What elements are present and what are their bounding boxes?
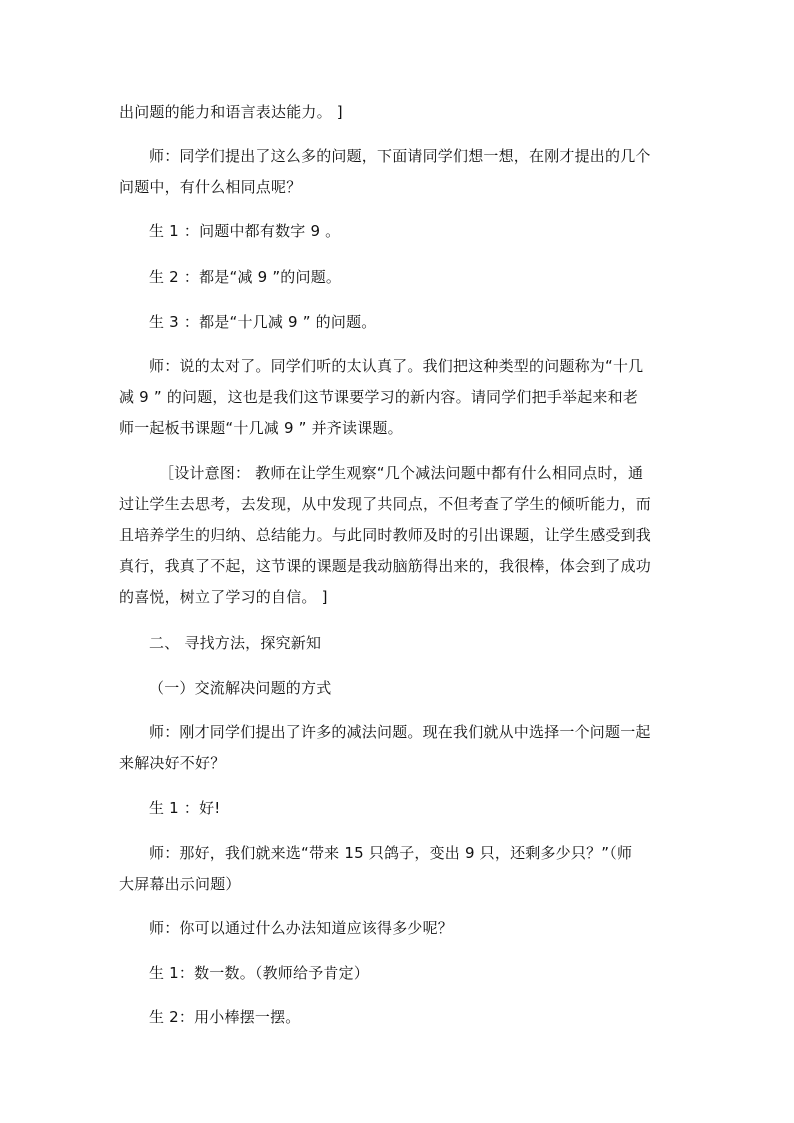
text-line: 生 1：数一数。（教师给予肯定） [149, 964, 370, 982]
paragraph-student-reply [119, 793, 679, 824]
paragraph-teacher-choose [119, 717, 679, 779]
text-line: 出问题的能力和语言表达能力。 ] [119, 103, 343, 121]
text-line: 师：你可以通过什么办法知道应该得多少呢？ [149, 919, 454, 937]
paragraph-design-intent [119, 458, 679, 613]
text-line: 生 2 ：都是“减 9 ”的问题。 [149, 268, 342, 286]
paragraph-design-intent-end [119, 97, 679, 128]
text-line: 师：刚才同学们提出了许多的减法问题。现在我们就从中选择一个问题一起 [149, 723, 651, 741]
text-line: 大屏幕出示问题） [119, 875, 241, 893]
text-line: 生 1 ：好! [149, 799, 221, 817]
paragraph-teacher-problem [119, 838, 679, 900]
text-line: 的喜悦，树立了学习的自信。 ] [119, 588, 328, 606]
paragraph-teacher-question [119, 141, 679, 203]
subsection-heading-1 [119, 673, 679, 704]
paragraph-student-sticks [119, 1002, 679, 1033]
paragraph-student-3 [119, 307, 679, 338]
paragraph-teacher-praise [119, 351, 679, 444]
text-line: 过让学生去思考，去发现，从中发现了共同点，不但考查了学生的倾听能力，而 [119, 495, 652, 513]
text-line: 且培养学生的归纳、总结能力。与此同时教师及时的引出课题，让学生感受到我 [119, 526, 652, 544]
text-line: 真行，我真了不起，这节课的课题是我动脑筋得出来的，我很棒，体会到了成功 [119, 557, 652, 575]
text-line: （一）交流解决问题的方式 [149, 679, 332, 697]
text-line: 师：说的太对了。同学们听的太认真了。我们把这种类型的问题称为“十几 [149, 357, 644, 375]
text-line: 生 2：用小棒摆一摆。 [149, 1008, 301, 1026]
text-line: 减 9 ” 的问题，这也是我们这节课要学习的新内容。请同学们把手举起来和老 [119, 388, 639, 406]
section-heading-2 [119, 628, 679, 659]
paragraph-teacher-method [119, 913, 679, 944]
paragraph-student-count [119, 958, 679, 989]
paragraph-student-2 [119, 262, 679, 293]
text-line: 师一起板书课题“十几减 9 ” 并齐读课题。 [119, 419, 403, 437]
text-line: 二、 寻找方法，探究新知 [149, 634, 322, 652]
text-line: 生 1 ：问题中都有数字 9 。 [149, 222, 341, 240]
text-line: 师：那好，我们就来选“带来 15 只鸽子，变出 9 只，还剩多少只？”（师 [149, 844, 633, 862]
text-line: 问题中，有什么相同点呢？ [119, 178, 302, 196]
paragraph-student-1 [119, 216, 679, 247]
text-line: ［设计意图： 教师在让学生观察“几个减法问题中都有什么相同点时，通 [159, 464, 644, 482]
text-line: 师：同学们提出了这么多的问题，下面请同学们想一想，在刚才提出的几个 [149, 147, 651, 165]
text-line: 生 3 ：都是“十几减 9 ” 的问题。 [149, 313, 377, 331]
text-line: 来解决好不好？ [119, 754, 226, 772]
